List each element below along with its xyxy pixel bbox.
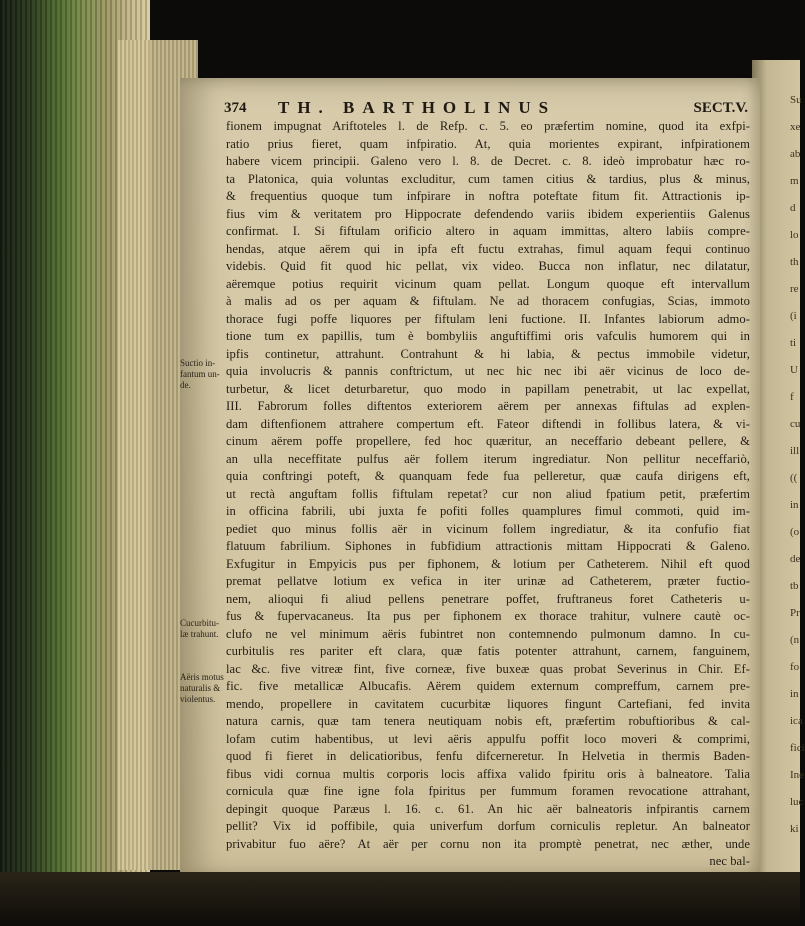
running-title: TH. BARTHOLINUS: [278, 98, 557, 117]
text-line: videbis. Quid fit quod hic pellat, vix video. Bucca non inflatur, nec dilatatur,: [226, 259, 750, 273]
right-page-fragment: lo: [790, 229, 799, 241]
text-line: lac &c. five vitreæ fint, five corneæ, five buxeæ quas probat Severinus in Chir. Ef-: [226, 661, 750, 676]
section-label: SECT.V.: [693, 100, 748, 116]
text-line: tione tum ex papillis, tum è bombyliis anguftiffimi oris vafculis humorem qui in: [226, 329, 750, 343]
right-page-fragment: ill: [790, 445, 800, 457]
right-page-fragment: Pr: [790, 607, 800, 619]
right-page-fragment: ti: [790, 337, 797, 349]
right-page-fragment: xe: [790, 121, 801, 133]
right-page-fragment: fo: [790, 661, 800, 673]
text-line: pediet quo minus follis aër in vicinum follem ingrediatur, & ita confufio fiat: [226, 521, 750, 536]
text-line: mendo, propellere in cavitatem cucurbitæ liquores fingunt Cartefiani, fed invita: [226, 696, 750, 711]
page-header: [224, 98, 754, 120]
text-line: pellit? Vix id poffibile, quia univerfum dorfum corniculis repletur. An balneator: [226, 819, 750, 833]
right-page-fragment: ica: [790, 715, 803, 727]
right-page-fragment: ((: [790, 472, 798, 484]
right-page-fragment: tb: [790, 580, 799, 592]
page-number: 374: [224, 100, 247, 116]
right-page-fragment: (n: [790, 634, 800, 646]
right-page-fragment: ki: [790, 823, 799, 835]
text-line: thorace fugi poffe liquores per fiftulam leni fuctione. II. Infantes labiorum admo-: [226, 311, 750, 326]
text-line: flatuum fabrilium. Siphones in fubfidium attractionis mittam Hippocrati & Galeno.: [226, 539, 750, 553]
right-page-fragment: luc: [790, 796, 804, 808]
text-line: an ulla neceffitate pulfus aër follem iterum ingrediatur. Non pellitur neceffariò,: [226, 451, 750, 466]
text-line: fionem impugnat Ariftoteles l. de Refp. c. 5. eo præfertim nomine, quod ita exfpi-: [226, 119, 750, 133]
right-page-fragment: (o: [790, 526, 800, 538]
text-line: à malis ad os per aquam & fiftulam. Ne ad thoracem confugias, Scias, immoto: [226, 294, 750, 308]
right-page-fragment: re: [790, 283, 799, 295]
text-line: curbitulis res pariter eft clara, quæ fatis potenter attrahunt, carnem, fanguinem,: [226, 644, 750, 658]
text-line: depingit quoque Paræus l. 16. c. 61. An hic aër balneatoris infpirantis carnem: [226, 801, 750, 816]
right-page-fragment: ab: [790, 148, 801, 160]
text-line: & frequentius quoque tum infpirare in noftra poteftate fitum fit. Attractionis ip-: [226, 189, 750, 203]
right-page-fragment: f: [790, 391, 794, 403]
margin-note-aeris-motus: Aëris motus naturalis & violentus.: [180, 672, 224, 704]
right-page-fragment: de: [790, 553, 801, 565]
body-text: [226, 118, 750, 871]
text-line: lofam cutim habentibus, ut levi aëris appulfu poffit loco moveri & comprimi,: [226, 731, 750, 746]
text-line: turbetur, & licet deturbaretur, quo modo in papillam penetrabit, ut lac expellat,: [226, 381, 750, 396]
text-line: ut rectà anguftam follis fiftulam repetat? cur non aliud fpatium petit, præfertim: [226, 486, 750, 501]
text-line: III. Fabrorum folles diftentos exteriorem aërem per annexas fiftulas ad explen-: [226, 399, 750, 413]
right-page-fragment: in: [790, 688, 799, 700]
text-line: in officina fabrili, ubi juxta fe pofiti folles quamplures fimul commoti, quid im-: [226, 504, 750, 518]
text-line: fus & fupervacaneus. Ita pus per fiphonem ex thorace trahitur, vulnere cautè oc-: [226, 609, 750, 623]
right-page-fragment: Ine: [790, 769, 805, 781]
margin-note-suctio: Suctio in-fantum un-de.: [180, 358, 220, 390]
text-line: premat pellatve lotium ex vefica in iter urinæ ad Catheterem, præter fuctio-: [226, 574, 750, 588]
text-line: quod fi fieret in delicatioribus, fenfu difcerneretur. In Helvetia in thermis Baden-: [226, 749, 750, 763]
margin-note-cucurbitulae: Cucurbitu-læ trahunt.: [180, 618, 219, 639]
text-line: natura carnis, quæ tam tenera neutiquam nobis eft, præfertim robuftioribus & cal-: [226, 714, 750, 728]
right-page-fragment: U: [790, 364, 798, 376]
right-page-fragment: d: [790, 202, 796, 214]
text-line: cornicula quæ fine igne fola fpiritus per fummum foramen revocatione attrahant,: [226, 784, 750, 798]
right-page-fragment: (i: [790, 310, 797, 322]
text-line: privabitur fuo aëre? At aër per cornu non ita promptè penetrat, nec æther, unde: [226, 836, 750, 851]
text-line: fic. five metallicæ Albucafis. Aërem quidem externum compreffum, carnem pre-: [226, 679, 750, 693]
text-line: hendas, atque aërem qui in ipfa eft fuctu extrahas, fimul aquam fequi continuo: [226, 241, 750, 256]
text-line: nem, alioqui fi aliud pellens penetrare poffet, fruftraneus foret Catheteris u-: [226, 591, 750, 606]
right-page-fragment: Su: [790, 94, 802, 106]
text-line: cinum aërem poffe propellere, fed hoc quæritur, an neceffario debeant pellere, &: [226, 434, 750, 448]
text-line: Exfugitur in Empyicis pus per fiphonem, & lotium per Catheterem. Nihil eft quod: [226, 556, 750, 571]
text-line: quia conftringi poteft, & quanquam fede fua pelleretur, quæ caufa dirigens eft,: [226, 469, 750, 483]
text-line: ta Platonica, quia voluntas excluditur, cum tamen citius & tardius, plus & minus,: [226, 171, 750, 186]
text-line: habere vicem principii. Galeno vero l. 8. de Decret. c. 8. ideò improbatur hæc ro-: [226, 154, 750, 168]
text-line: ratio prius fieret, quam infpiratio. At, quia morientes expirant, infpirationem: [226, 136, 750, 151]
right-page-fragment: fici: [790, 742, 805, 754]
text-line: fius vim & veritatem pro Hippocrate defendendo variis ibidem experientiis Galenus: [226, 206, 750, 221]
right-page-fragment: m: [790, 175, 799, 187]
text-line: ipfis continetur, attrahunt. Contrahunt & hi labia, & pectus immobile videtur,: [226, 346, 750, 361]
bottom-shadow: [0, 872, 800, 926]
right-page-fragment: in: [790, 499, 799, 511]
text-line: aëremque potius requirit vicinum quam pellat. Longum quoque eft intervallum: [226, 276, 750, 291]
right-page-fragment: th: [790, 256, 799, 268]
right-page-fragment: cu: [790, 418, 801, 430]
text-line: nec bal-: [709, 854, 750, 868]
text-line: fibus vidi cornua multis corporis locis affixa valido fpiritu oris à balneatore. Talia: [226, 766, 750, 781]
text-line: clufo ne vel minimum aëris fubintret non contemnendo pulmonum damno. In cu-: [226, 626, 750, 641]
text-line: dam diftenfionem attrahere compertum eft. Fateor diftendi in follibus latera, & vi-: [226, 416, 750, 431]
text-line: quia involucris & pannis conftrictum, ut nec hic nec ibi aër vicinus de loco de-: [226, 364, 750, 378]
text-line: confirmat. I. Si fiftulam orificio altero in aquam immittas, altero labiis compre-: [226, 224, 750, 238]
